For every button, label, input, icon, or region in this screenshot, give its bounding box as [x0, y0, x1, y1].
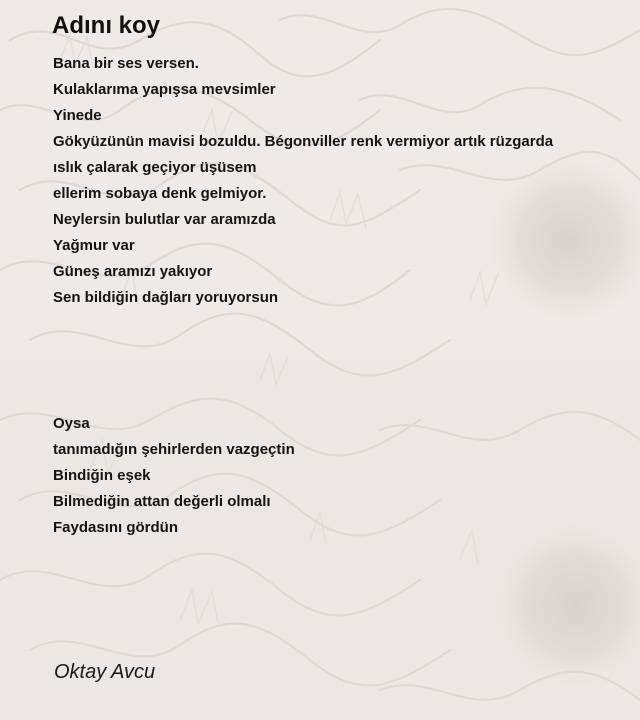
poem-line: Oysa — [53, 415, 90, 432]
poem-stanza-1 — [53, 51, 553, 311]
poem-line: Bilmediğin attan değerli olmalı — [53, 493, 271, 510]
poem-line: Kulaklarıma yapışsa mevsimler — [53, 81, 276, 98]
poem-title: Adını koy — [52, 12, 161, 39]
poem-line: Neylersin bulutlar var aramızda — [53, 211, 276, 228]
poem-line: Sen bildiğin dağları yoruyorsun — [53, 289, 279, 306]
poem-line: ıslık çalarak geçiyor üşüsem — [53, 159, 257, 176]
poem-line: Bana bir ses versen. — [53, 55, 199, 72]
poem-line: tanımadığın şehirlerden vazgeçtin — [53, 441, 295, 458]
poem-stanza-2 — [53, 411, 295, 541]
poem-line: ellerim sobaya denk gelmiyor. — [53, 185, 267, 202]
poem-line: Güneş aramızı yakıyor — [53, 263, 213, 280]
poem-line: Gökyüzünün mavisi bozuldu. Bégonviller renk vermiyor artık rüzgarda — [53, 133, 554, 150]
poem-line: Yağmur var — [53, 237, 135, 254]
poem-line: Faydasını gördün — [53, 519, 179, 536]
poem-line: Bindiğin eşek — [53, 467, 151, 484]
poem-line: Yinede — [53, 107, 102, 124]
poem-author: Oktay Avcu — [54, 661, 156, 683]
